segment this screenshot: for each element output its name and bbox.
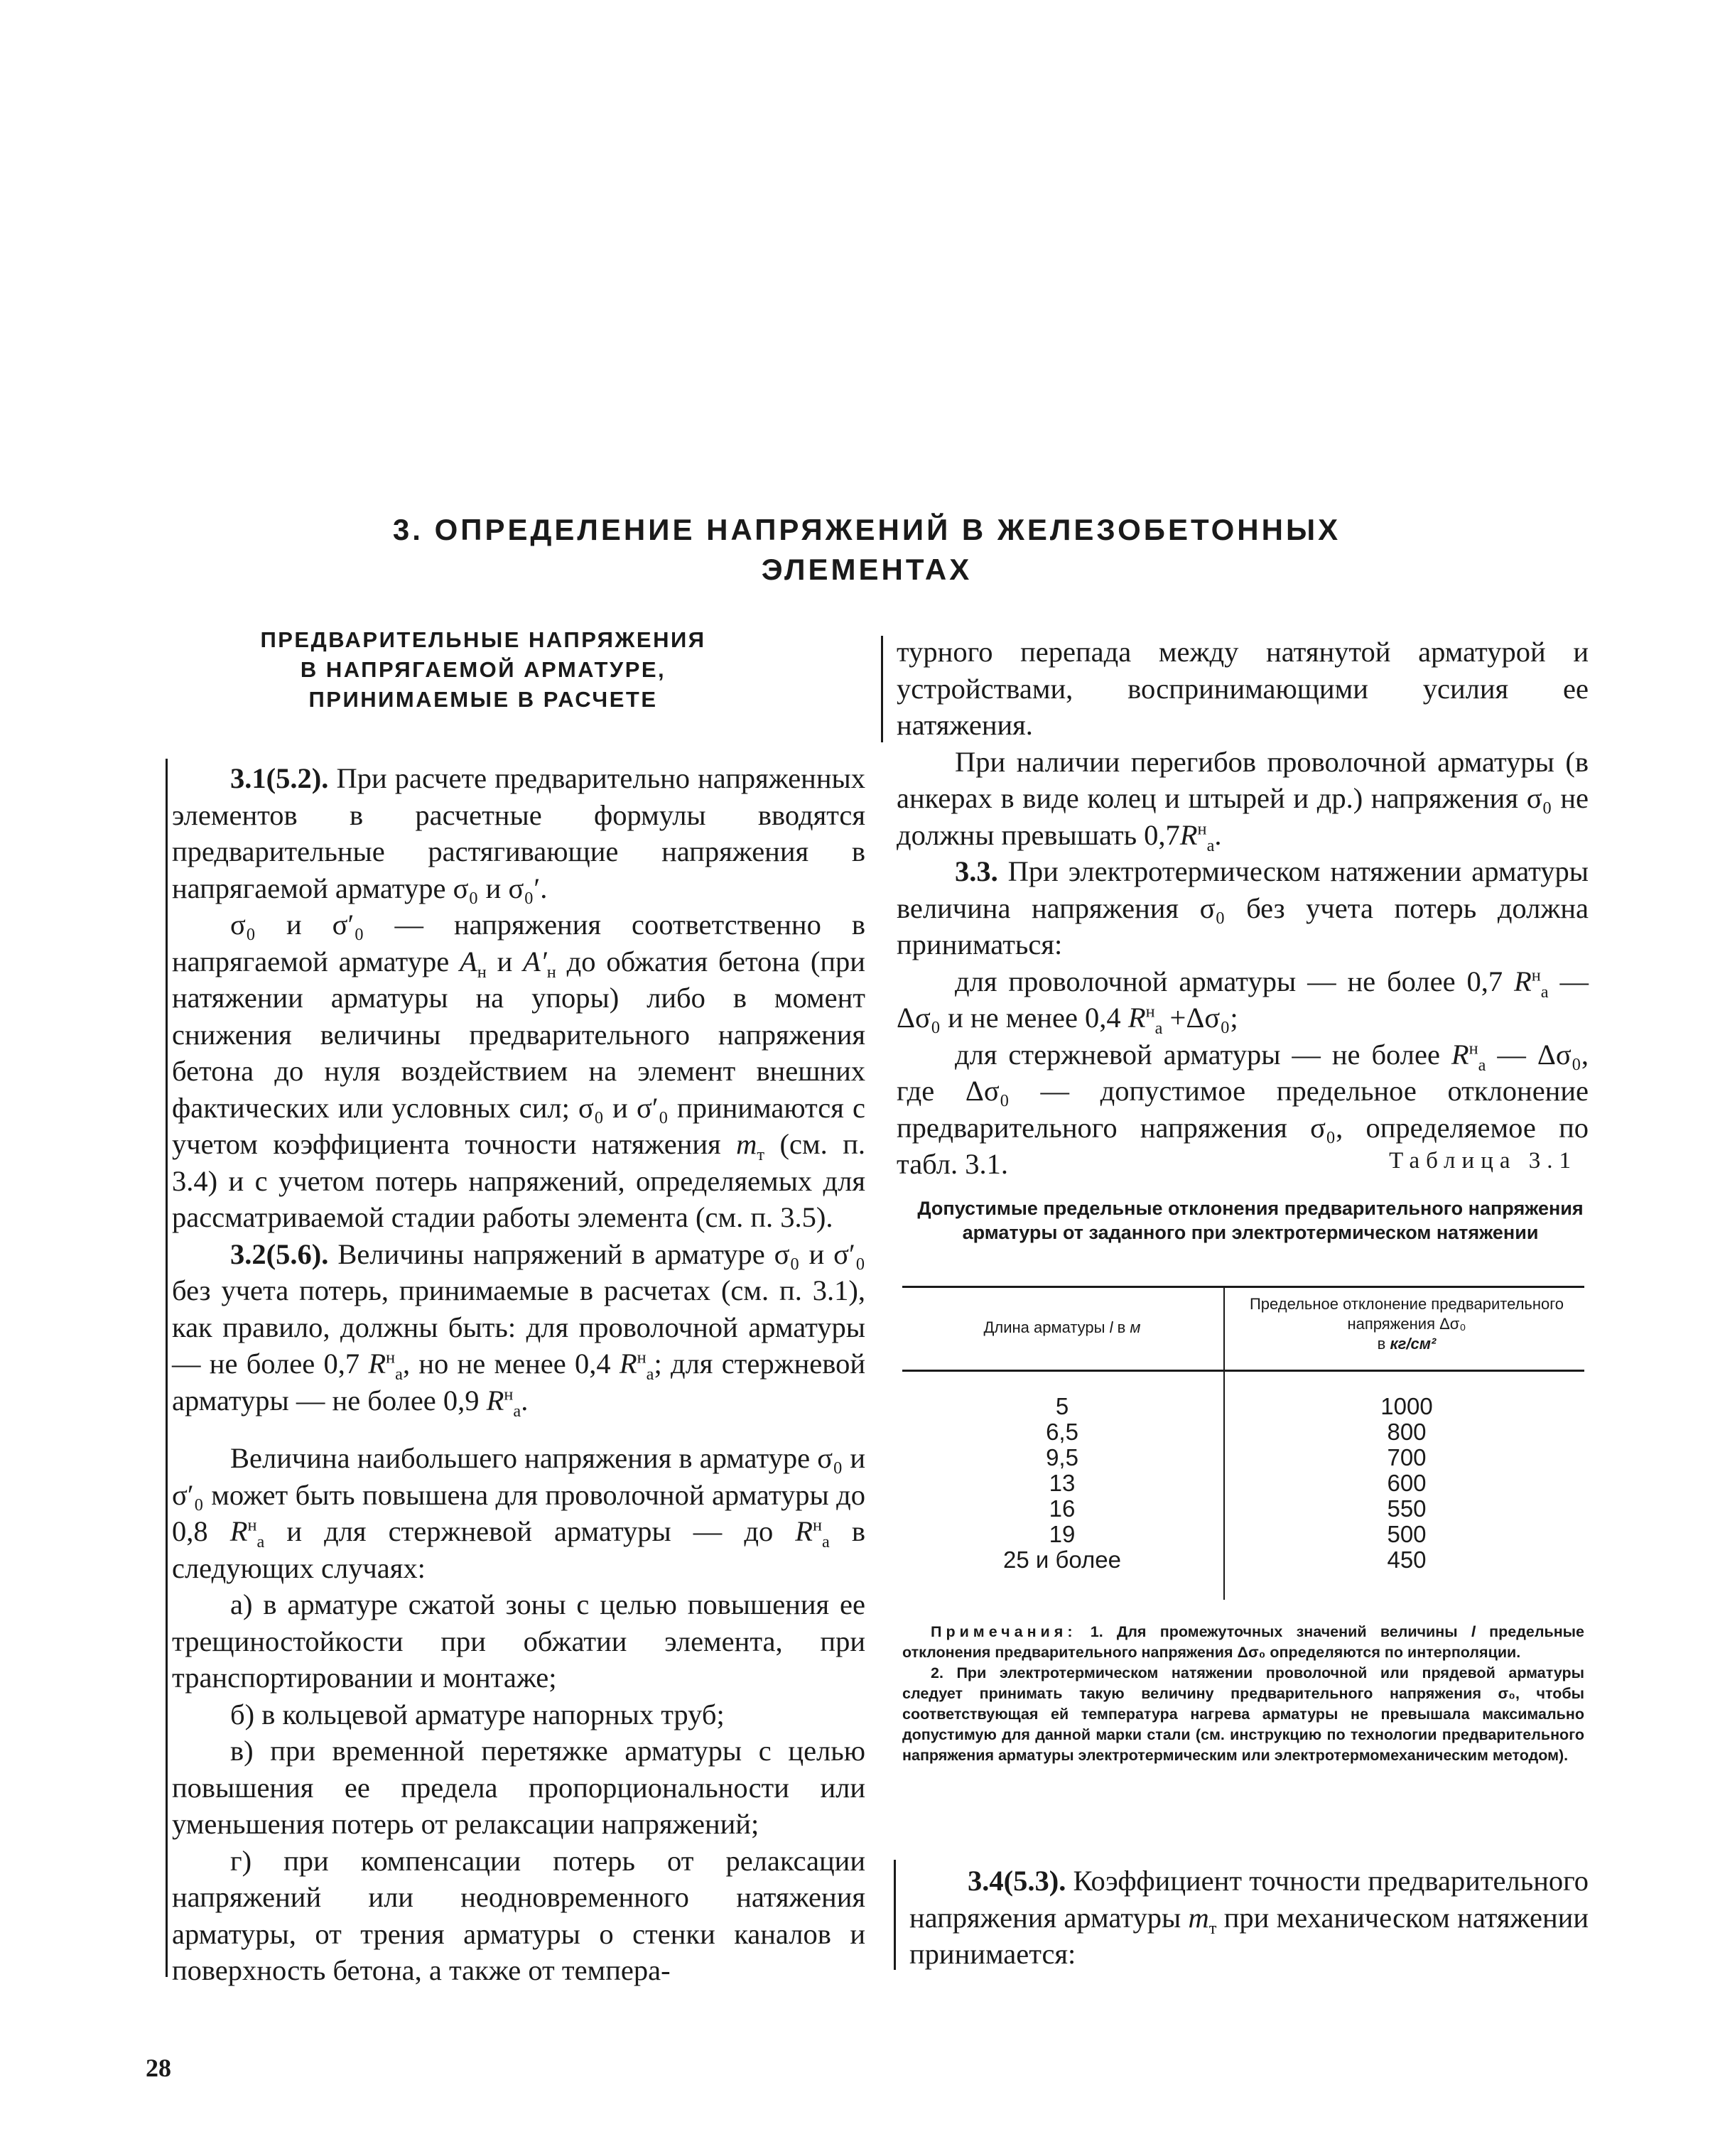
text-run: до обжатия бетона (при натяжении арматуры на упоры) либо в момент снижения величины предварительного напряжения бетона до нуля воздействием на элемент внешних фактических или условных сил; σ₀ и σ′₀ принимаются с учетом коэффициента точности натяжения <box>172 945 865 1160</box>
superscript: н <box>637 1348 647 1367</box>
table-cell-length: 25 и более <box>1003 1546 1121 1573</box>
header-unit-line <box>1236 1334 1577 1354</box>
subscript: а <box>822 1532 830 1552</box>
symbol: m <box>1188 1901 1209 1934</box>
unit: м <box>1130 1318 1141 1336</box>
subscript: н <box>546 962 556 982</box>
text-run: — Δσ₀ и не менее 0,4 <box>897 965 1589 1034</box>
text-run: для стержневой арматуры — не более <box>955 1038 1451 1071</box>
table-top-rule <box>902 1286 1584 1288</box>
table-cell-deviation: 1000 <box>1380 1393 1433 1419</box>
table-cell-deviation: 800 <box>1387 1419 1427 1445</box>
section-title-line1: 3. ОПРЕДЕЛЕНИЕ НАПРЯЖЕНИЙ В ЖЕЛЕЗОБЕТОННЫХ <box>392 513 1341 546</box>
subscript: а <box>1540 982 1549 1002</box>
table-notes <box>902 1622 1584 1766</box>
table-header-length <box>906 1318 1218 1338</box>
section-title-line2: ЭЛЕМЕНТАХ <box>761 553 973 586</box>
paragraph-3-2 <box>172 1236 865 1419</box>
symbol: R <box>619 1348 637 1380</box>
margin-bar-right-bottom <box>894 1860 896 1970</box>
note-2: 2. При электротермическом натяжении проволочной или прядевой арматуры следует принимать такую величину предварительного напряжения σ₀, чтобы соответствующая ей температура нагрева арматуры не превышала максимально допустимую для данной марки стали (см. инструкцию по технологии предварительного напряжения арматуры электротермическим или электротермомеханическим методом). <box>902 1664 1584 1764</box>
text-run: (см. п. 3.4) и с учетом потерь напряжений, определяемых для рассматриваемой стадии работы элемента (см. п. 3.5). <box>172 1128 866 1233</box>
text-run: и для стержневой арматуры — до <box>264 1515 796 1547</box>
subsection-heading <box>213 625 753 715</box>
paragraph-3-3 <box>897 853 1589 963</box>
text-run: при механическом натяжении принимается: <box>909 1901 1589 1970</box>
section-title <box>298 510 1435 590</box>
text-run: +Δσ₀; <box>1162 1002 1238 1034</box>
table-cell-deviation: 500 <box>1387 1521 1427 1547</box>
right-column-bottom <box>909 1863 1589 1973</box>
case-a: а) в арматуре сжатой зоны с целью повышения ее трещиностойкости при обжатии элемента, при транспортировании и монтаже; <box>172 1588 865 1694</box>
table-header-rule <box>902 1370 1584 1372</box>
text-run: ; для стержневой арматуры — не более 0,9 <box>172 1348 866 1416</box>
text-run: Коэффициент точности предварительного напряжения арматуры <box>909 1865 1589 1934</box>
clause-number: 3.1(5.2). <box>230 762 329 794</box>
case-b: б) в кольцевой арматуре напорных труб; <box>230 1698 725 1730</box>
subscript: т <box>1208 1918 1217 1938</box>
symbol: R <box>1179 818 1198 851</box>
symbol: A′ <box>523 945 547 977</box>
unit: кг/см² <box>1390 1335 1437 1353</box>
text-run: для проволочной арматуры — не более 0,7 <box>955 965 1515 997</box>
subscript: а <box>1154 1019 1163 1039</box>
note-text: 1. Для промежуточных значений величины <box>1076 1623 1471 1640</box>
note-1 <box>902 1622 1584 1663</box>
table-cell-deviation: 600 <box>1387 1470 1427 1496</box>
symbol: R <box>368 1348 386 1380</box>
subscript: а <box>1478 1055 1486 1075</box>
subscript: а <box>395 1365 403 1385</box>
symbol: A <box>460 945 477 977</box>
paragraph-3-1-definition <box>172 906 865 1236</box>
paragraph-bends <box>897 744 1589 854</box>
table-cell-length: 5 <box>1055 1393 1069 1419</box>
paragraph-text: При электротермическом натяжении арматуры величина напряжения σ₀ без учета потерь должна приниматься: <box>897 855 1589 960</box>
superscript: н <box>247 1515 257 1535</box>
paragraph-continuation: турного перепада между натянутой арматурой и устройствами, воспринимающими усилия ее натяжения. <box>897 636 1589 741</box>
symbol: R <box>1514 965 1532 997</box>
table-caption: Таблица 3.1 <box>1389 1148 1577 1174</box>
symbol: R <box>795 1515 813 1547</box>
clause-number: 3.2(5.6). <box>230 1237 329 1270</box>
clause-number: 3.3. <box>955 855 998 887</box>
subsection-line1: ПРЕДВАРИТЕЛЬНЫЕ НАПРЯЖЕНИЯ <box>260 627 706 652</box>
notes-label: Примечания: <box>931 1623 1077 1640</box>
text-run: в следующих случаях: <box>172 1515 866 1584</box>
subscript: т <box>757 1145 765 1165</box>
clause-number: 3.4(5.3). <box>968 1865 1066 1897</box>
right-column-top <box>897 634 1589 1183</box>
table-cell-deviation: 700 <box>1387 1444 1427 1470</box>
table-header-deviation <box>1236 1294 1577 1354</box>
superscript: н <box>1145 1002 1155 1022</box>
header-text: Длина арматуры <box>983 1318 1110 1336</box>
case-g: г) при компенсации потерь от релаксации напряжений или неодновременного натяжения арматуры, от трения арматуры о стенки каналов и поверхность бетона, а также от темпера- <box>172 1844 865 1986</box>
symbol: l <box>1109 1318 1113 1336</box>
table-cell-length: 9,5 <box>1046 1444 1078 1470</box>
symbol: l <box>1471 1623 1476 1640</box>
paragraph-3-1 <box>172 760 865 906</box>
superscript: н <box>386 1348 396 1367</box>
paragraph-max-stress <box>172 1440 865 1586</box>
text-run: , но не менее 0,4 <box>402 1348 620 1380</box>
superscript: н <box>813 1515 823 1535</box>
superscript: н <box>504 1385 514 1404</box>
superscript: н <box>1197 819 1207 838</box>
left-column <box>172 760 865 1989</box>
table-cell-length: 19 <box>1049 1521 1076 1547</box>
text-run: Величина наибольшего напряжения в арматуре σ₀ и σ′₀ может быть повышена для проволочной арматуры до 0,8 <box>172 1442 866 1547</box>
text-run: При наличии перегибов проволочной арматуры (в анкерах в виде колец и штырей и др.) напряжения σ₀ не должны превышать 0,7 <box>897 745 1589 851</box>
paragraph-3-4 <box>909 1863 1589 1973</box>
paragraph-wire <box>897 963 1589 1039</box>
margin-bar-right-top <box>881 636 883 742</box>
text-run: σ₀ и σ′₀ — напряжения соответственно в напрягаемой арматуре <box>172 909 865 977</box>
subscript: н <box>477 962 487 982</box>
text-run: и <box>486 945 524 977</box>
header-text: в <box>1113 1318 1130 1336</box>
header-text: в <box>1377 1335 1390 1353</box>
text-run: . <box>521 1384 529 1416</box>
subsection-line3: ПРИНИМАЕМЫЕ В РАСЧЕТЕ <box>308 687 658 712</box>
table-cell-deviation: 550 <box>1387 1495 1427 1522</box>
note-text: предельные отклонения предварительного напряжения Δσ₀ определяются по интерполяции. <box>902 1623 1584 1661</box>
subscript: а <box>513 1401 521 1421</box>
subscript: а <box>646 1365 654 1385</box>
subscript: а <box>1206 835 1215 855</box>
table-cell-length: 13 <box>1049 1470 1076 1496</box>
case-v: в) при временной перетяжке арматуры с целью повышения ее предела пропорциональности или уменьшения потерь от релаксации напряжений; <box>172 1735 865 1840</box>
page-number: 28 <box>146 2054 171 2082</box>
paragraph-text: При расчете предварительно напряженных элементов в расчетные формулы вводятся предварительные растягивающие напряжения в напрягаемой арматуре σ₀ и σ₀′. <box>172 762 865 904</box>
header-text: Предельное отклонение предварительного напряжения Δσ₀ <box>1249 1295 1564 1333</box>
symbol: m <box>736 1128 757 1160</box>
text-run: — Δσ₀, где Δσ₀ — допустимое предельное отклонение предварительного напряжения σ₀, определяемое по табл. 3.1. <box>897 1038 1589 1180</box>
table-column-divider <box>1223 1287 1225 1600</box>
margin-bar-left <box>166 759 168 1977</box>
text-run: . <box>1214 818 1222 851</box>
table-lengths <box>906 1394 1218 1573</box>
symbol: R <box>486 1384 504 1416</box>
symbol: R <box>1127 1002 1146 1034</box>
subsection-line2: В НАПРЯГАЕМОЙ АРМАТУРЕ, <box>300 657 666 682</box>
superscript: н <box>1531 965 1541 985</box>
subscript: а <box>256 1532 265 1552</box>
text-run: Величины напряжений в арматуре σ₀ и σ′₀ без учета потерь, принимаемые в расчетах (см. п. 3.1), как правило, должны быть: для проволочной арматуры — не более 0,7 <box>172 1237 865 1380</box>
symbol: R <box>229 1515 248 1547</box>
table-cell-length: 6,5 <box>1046 1419 1078 1445</box>
table-cell-deviation: 450 <box>1387 1546 1427 1573</box>
symbol: R <box>1451 1038 1469 1071</box>
superscript: н <box>1469 1039 1478 1058</box>
table-title: Допустимые предельные отклонения предварительного напряжения арматуры от заданного при электротермическом натяжении <box>917 1198 1584 1243</box>
table-deviations <box>1236 1394 1577 1573</box>
table-cell-length: 16 <box>1049 1495 1076 1522</box>
